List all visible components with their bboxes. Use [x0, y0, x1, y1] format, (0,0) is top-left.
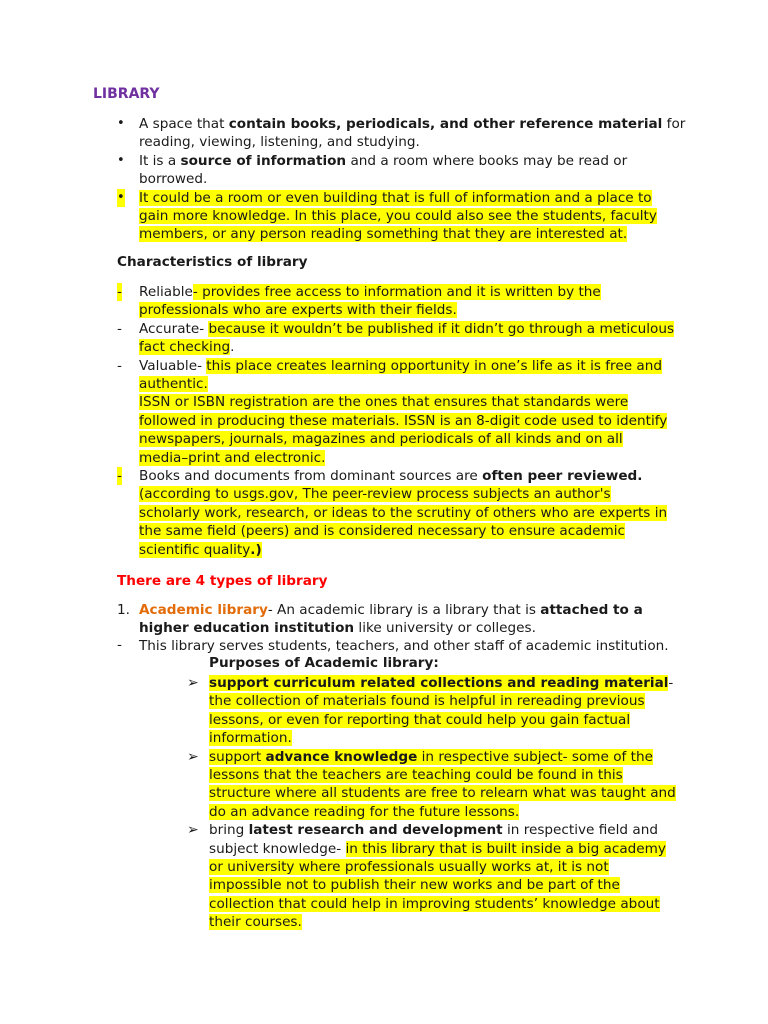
dash-marker: -	[117, 357, 122, 374]
text-line	[139, 170, 207, 188]
text-run: information.	[209, 730, 292, 747]
text-run: in respective subject-	[417, 748, 572, 765]
bullet-icon: •	[117, 189, 125, 207]
text-run: gain more knowledge. In this place, you could also see the students, faculty	[139, 207, 657, 224]
text-line	[139, 619, 536, 637]
text-run: for	[662, 116, 686, 132]
text-run: scholarly work, research, or ideas to the scrutiny of others who are experts in	[139, 504, 668, 521]
text-line	[139, 485, 611, 503]
text-run: subject knowledge-	[209, 840, 346, 857]
text-run: It could be a room or even building that is full of information and a place to	[139, 189, 652, 206]
text-run: like university or colleges.	[354, 620, 536, 637]
text-run: this place creates learning opportunity in one’s life as it is free and	[206, 357, 662, 374]
text-line	[139, 283, 601, 301]
text-line	[139, 504, 667, 522]
text-run: higher education institution	[139, 620, 355, 637]
text-run: contain books, periodicals, and other reference material	[228, 116, 663, 132]
text-line	[209, 876, 620, 894]
text-run: media–print and electronic.	[139, 449, 326, 466]
text-line	[209, 895, 660, 913]
text-run: .)	[250, 541, 262, 558]
text-run: members, or any person reading something that they are interested at.	[139, 226, 628, 243]
bullet-icon: •	[117, 152, 125, 168]
characteristics-heading: Characteristics of library	[117, 254, 308, 270]
text-run: in respective field and	[502, 822, 658, 839]
text-run: do an advance reading for the future lessons.	[209, 803, 520, 820]
text-line	[209, 766, 623, 784]
text-run: - provides free access to information and it is written by the	[192, 284, 601, 300]
term-label: Academic library	[139, 602, 268, 618]
text-run: support curriculum related collections and reading material	[209, 675, 669, 691]
text-line	[139, 393, 628, 411]
text-run: the same field (peers) and is considered necessary to ensure academic	[139, 523, 626, 540]
text-run: structure where all students are free to relearn what was taught and	[209, 785, 676, 802]
text-line	[209, 748, 653, 766]
text-line	[139, 541, 262, 559]
text-run: latest research and development	[248, 822, 503, 839]
dash-marker: -	[117, 468, 122, 484]
text-line	[209, 692, 645, 710]
bullet-icon: •	[117, 116, 125, 131]
text-run: lessons, or even for reporting that could help you gain factual	[209, 711, 631, 728]
text-run: Books and documents from dominant sources are	[139, 468, 483, 484]
text-run: support	[209, 748, 266, 765]
text-run: bring	[209, 822, 249, 839]
text-line	[139, 207, 657, 225]
text-run: A space that	[139, 116, 229, 132]
types-heading: There are 4 types of library	[117, 573, 328, 589]
text-run: and a room where books may be read or	[346, 152, 628, 169]
type1-note: This library serves students, teachers, and other staff of academic institution.	[139, 638, 669, 654]
text-line	[139, 412, 667, 430]
text-run: impossible not to publish their new works and be part of the	[209, 877, 620, 894]
text-line	[139, 152, 627, 170]
text-run: Reliable	[139, 284, 193, 300]
text-line	[139, 189, 652, 207]
text-run: or university where professionals usually works at, it is not	[209, 858, 609, 875]
text-run: fact	[139, 339, 170, 356]
text-line	[209, 784, 676, 802]
text-line	[139, 338, 234, 356]
text-line	[139, 320, 674, 338]
purposes-heading: Purposes of Academic library:	[209, 655, 439, 671]
text-run: in this library that is built inside a big academy	[345, 840, 666, 857]
text-run: Valuable-	[139, 357, 207, 374]
arrow-bullet-icon: ➢	[187, 748, 199, 765]
text-line	[139, 449, 325, 467]
text-run: It is a	[139, 152, 181, 169]
text-run: -	[668, 675, 674, 691]
dash-marker: -	[117, 320, 122, 337]
arrow-bullet-icon: ➢	[187, 822, 199, 839]
text-line	[209, 840, 666, 858]
text-run: checking	[169, 339, 231, 356]
text-line	[139, 467, 642, 485]
text-run: reading, viewing, listening, and studying.	[139, 134, 420, 151]
text-line	[209, 913, 302, 931]
list-number: 1.	[117, 602, 130, 618]
text-run: borrowed.	[139, 171, 208, 188]
text-run: followed in producing these materials. ISSN is an 8-digit code used to identify	[139, 412, 668, 429]
text-run: professionals who are experts with their fields.	[139, 302, 457, 319]
text-run: lessons that the teachers are teaching could be found in this	[209, 766, 623, 783]
text-run: scientific quality	[139, 541, 251, 558]
text-run: newspapers, journals, magazines and periodicals of all kinds and on all	[139, 431, 623, 448]
text-run: (according to usgs.gov, The peer-review process subjects an author's	[139, 486, 611, 503]
text-line	[209, 803, 519, 821]
text-run: advance knowledge	[265, 748, 418, 765]
text-line	[139, 357, 662, 375]
text-line	[139, 133, 420, 151]
text-run: collection that could help in improving students’ knowledge about	[209, 895, 660, 912]
text-run: often peer reviewed.	[482, 468, 643, 484]
text-line	[139, 522, 625, 540]
text-line	[139, 115, 685, 133]
text-run: Accurate-	[139, 320, 209, 337]
text-line	[139, 225, 627, 243]
text-line	[209, 711, 630, 729]
text-line	[139, 430, 623, 448]
text-run: some of the	[571, 748, 653, 765]
doc-title: LIBRARY	[93, 86, 160, 102]
text-line	[139, 375, 208, 393]
dash-marker: -	[117, 284, 122, 300]
text-line	[209, 858, 609, 876]
text-run: attached to a	[540, 602, 643, 618]
text-line	[209, 821, 658, 839]
text-line	[209, 729, 292, 747]
text-run: ISSN or ISBN registration are the ones that ensures that standards were	[139, 394, 629, 411]
text-line	[139, 301, 457, 319]
text-run: source of information	[180, 152, 347, 169]
arrow-bullet-icon: ➢	[187, 675, 199, 691]
text-run: - An academic library is a library that is	[267, 602, 541, 618]
text-run: because it wouldn’t be published if it didn’t go through a meticulous	[208, 320, 675, 337]
text-run: their courses.	[209, 914, 302, 931]
text-run: the collection of materials found is helpful in rereading previous	[209, 693, 645, 710]
text-run: authentic.	[139, 375, 208, 392]
text-run: .	[230, 339, 235, 356]
text-line	[139, 601, 643, 619]
text-line	[209, 674, 673, 692]
dash-marker: -	[117, 637, 122, 653]
